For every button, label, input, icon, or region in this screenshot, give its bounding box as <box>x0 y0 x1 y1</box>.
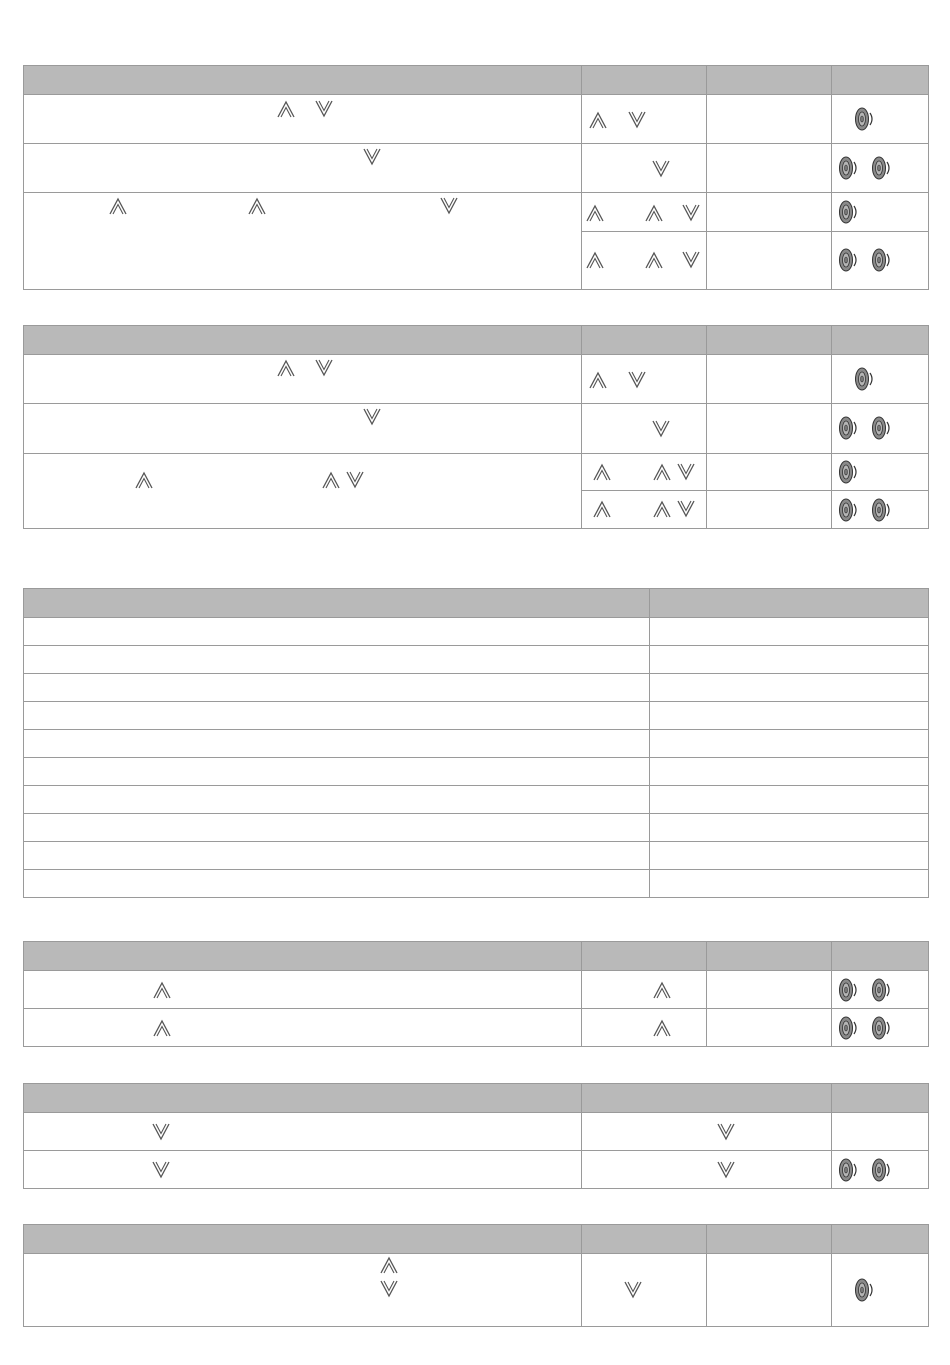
signal-cell <box>832 95 929 144</box>
header-cell <box>832 942 929 971</box>
header-cell <box>707 1225 832 1254</box>
header-cell <box>24 1084 582 1113</box>
description-cell <box>24 95 582 144</box>
table-row <box>24 454 929 491</box>
label-cell <box>24 870 650 898</box>
down-arrow-icon <box>379 1280 399 1298</box>
description-cell <box>24 454 582 529</box>
up-arrow-icon <box>652 981 672 999</box>
down-arrow-icon <box>676 463 696 481</box>
description-cell <box>24 193 582 290</box>
table-row <box>24 646 929 674</box>
up-arrow-icon <box>652 463 672 481</box>
keys-cell <box>582 95 707 144</box>
down-arrow-icon <box>345 471 365 489</box>
description-cell <box>24 1009 582 1047</box>
value-cell <box>650 786 929 814</box>
signal-cell <box>832 144 929 193</box>
table-1 <box>23 65 929 290</box>
keys-cell <box>582 1151 832 1189</box>
table-5 <box>23 1083 929 1189</box>
down-arrow-icon <box>362 408 382 426</box>
description-cell <box>24 1151 582 1189</box>
description-cell <box>24 144 582 193</box>
header-cell <box>832 1084 929 1113</box>
up-arrow-icon <box>108 197 128 215</box>
table-row <box>24 355 929 404</box>
keys-cell <box>582 454 707 491</box>
description-cell <box>24 355 582 404</box>
up-arrow-icon <box>276 100 296 118</box>
header-cell <box>707 326 832 355</box>
speaker-icon <box>871 415 891 441</box>
speaker-icon <box>838 1157 858 1183</box>
label-cell <box>24 842 650 870</box>
speaker-icon <box>871 1157 891 1183</box>
signal-cell <box>832 491 929 529</box>
down-arrow-icon <box>716 1161 736 1179</box>
down-arrow-icon <box>651 160 671 178</box>
table-header <box>24 589 929 618</box>
signal-cell <box>832 971 929 1009</box>
speaker-icon <box>854 1277 874 1303</box>
down-arrow-icon <box>439 197 459 215</box>
table-row <box>24 404 929 454</box>
up-arrow-icon <box>321 471 341 489</box>
up-arrow-icon <box>644 251 664 269</box>
down-arrow-icon <box>716 1123 736 1141</box>
speaker-icon <box>838 497 858 523</box>
header-cell <box>24 942 582 971</box>
signal-cell <box>832 454 929 491</box>
speaker-icon <box>871 155 891 181</box>
speaker-icon <box>838 977 858 1003</box>
value-cell <box>707 971 832 1009</box>
up-arrow-icon <box>592 463 612 481</box>
up-arrow-icon <box>644 204 664 222</box>
header-cell <box>582 66 707 95</box>
table-3 <box>23 588 929 898</box>
signal-cell <box>832 232 929 290</box>
value-cell <box>650 842 929 870</box>
value-cell <box>707 144 832 193</box>
keys-cell <box>582 1009 707 1047</box>
table-header <box>24 1225 929 1254</box>
down-arrow-icon <box>623 1281 643 1299</box>
value-cell <box>707 95 832 144</box>
signal-cell <box>832 1151 929 1189</box>
value-cell <box>650 758 929 786</box>
label-cell <box>24 758 650 786</box>
speaker-icon <box>871 977 891 1003</box>
down-arrow-icon <box>151 1161 171 1179</box>
value-cell <box>650 674 929 702</box>
up-arrow-icon <box>379 1256 399 1274</box>
up-arrow-icon <box>152 981 172 999</box>
description-cell <box>24 1113 582 1151</box>
table-row <box>24 95 929 144</box>
header-cell <box>707 66 832 95</box>
keys-cell <box>582 193 707 232</box>
table-row <box>24 144 929 193</box>
table-row <box>24 730 929 758</box>
header-cell <box>832 66 929 95</box>
up-arrow-icon <box>247 197 267 215</box>
table-row <box>24 786 929 814</box>
table-header <box>24 66 929 95</box>
table-2 <box>23 325 929 529</box>
speaker-icon <box>854 106 874 132</box>
table-header <box>24 942 929 971</box>
value-cell <box>707 404 832 454</box>
signal-cell <box>832 1113 929 1151</box>
table-row <box>24 971 929 1009</box>
header-cell <box>24 326 582 355</box>
up-arrow-icon <box>585 251 605 269</box>
value-cell <box>650 814 929 842</box>
description-cell <box>24 971 582 1009</box>
value-cell <box>707 193 832 232</box>
label-cell <box>24 646 650 674</box>
keys-cell <box>582 232 707 290</box>
table-row <box>24 1113 929 1151</box>
keys-cell <box>582 491 707 529</box>
label-cell <box>24 730 650 758</box>
header-cell <box>582 1084 832 1113</box>
up-arrow-icon <box>152 1019 172 1037</box>
value-cell <box>707 1009 832 1047</box>
speaker-icon <box>838 1015 858 1041</box>
keys-cell <box>582 144 707 193</box>
speaker-icon <box>838 199 858 225</box>
speaker-icon <box>838 247 858 273</box>
keys-cell <box>582 1254 707 1327</box>
table-row <box>24 1009 929 1047</box>
header-cell <box>707 942 832 971</box>
header-cell <box>24 66 582 95</box>
table-6 <box>23 1224 929 1327</box>
down-arrow-icon <box>151 1123 171 1141</box>
up-arrow-icon <box>592 500 612 518</box>
value-cell <box>650 730 929 758</box>
keys-cell <box>582 404 707 454</box>
label-cell <box>24 814 650 842</box>
down-arrow-icon <box>676 500 696 518</box>
down-arrow-icon <box>627 111 647 129</box>
header-cell <box>582 326 707 355</box>
value-cell <box>650 646 929 674</box>
header-cell <box>832 326 929 355</box>
value-cell <box>707 1254 832 1327</box>
header-cell <box>650 589 929 618</box>
table-row <box>24 758 929 786</box>
up-arrow-icon <box>652 1019 672 1037</box>
speaker-icon <box>871 497 891 523</box>
value-cell <box>650 702 929 730</box>
description-cell <box>24 1254 582 1327</box>
up-arrow-icon <box>652 500 672 518</box>
speaker-icon <box>871 247 891 273</box>
up-arrow-icon <box>588 371 608 389</box>
table-row <box>24 702 929 730</box>
signal-cell <box>832 1009 929 1047</box>
down-arrow-icon <box>681 251 701 269</box>
table-row <box>24 1254 929 1327</box>
table-row <box>24 618 929 646</box>
value-cell <box>707 232 832 290</box>
keys-cell <box>582 355 707 404</box>
label-cell <box>24 674 650 702</box>
signal-cell <box>832 404 929 454</box>
up-arrow-icon <box>585 204 605 222</box>
value-cell <box>707 355 832 404</box>
description-cell <box>24 404 582 454</box>
value-cell <box>650 618 929 646</box>
header-cell <box>24 1225 582 1254</box>
label-cell <box>24 618 650 646</box>
down-arrow-icon <box>314 100 334 118</box>
down-arrow-icon <box>362 148 382 166</box>
table-row <box>24 1151 929 1189</box>
table-row <box>24 814 929 842</box>
speaker-icon <box>838 415 858 441</box>
header-cell <box>24 589 650 618</box>
label-cell <box>24 702 650 730</box>
down-arrow-icon <box>627 371 647 389</box>
keys-cell <box>582 1113 832 1151</box>
down-arrow-icon <box>681 204 701 222</box>
header-cell <box>582 1225 707 1254</box>
table-row <box>24 193 929 232</box>
table-row <box>24 674 929 702</box>
speaker-icon <box>838 459 858 485</box>
signal-cell <box>832 1254 929 1327</box>
header-cell <box>832 1225 929 1254</box>
value-cell <box>707 454 832 491</box>
speaker-icon <box>854 366 874 392</box>
keys-cell <box>582 971 707 1009</box>
table-4 <box>23 941 929 1047</box>
value-cell <box>650 870 929 898</box>
table-row <box>24 842 929 870</box>
table-header <box>24 326 929 355</box>
up-arrow-icon <box>134 471 154 489</box>
speaker-icon <box>871 1015 891 1041</box>
down-arrow-icon <box>314 359 334 377</box>
label-cell <box>24 786 650 814</box>
signal-cell <box>832 193 929 232</box>
speaker-icon <box>838 155 858 181</box>
up-arrow-icon <box>588 111 608 129</box>
table-row <box>24 870 929 898</box>
header-cell <box>582 942 707 971</box>
up-arrow-icon <box>276 359 296 377</box>
down-arrow-icon <box>651 420 671 438</box>
table-header <box>24 1084 929 1113</box>
signal-cell <box>832 355 929 404</box>
value-cell <box>707 491 832 529</box>
